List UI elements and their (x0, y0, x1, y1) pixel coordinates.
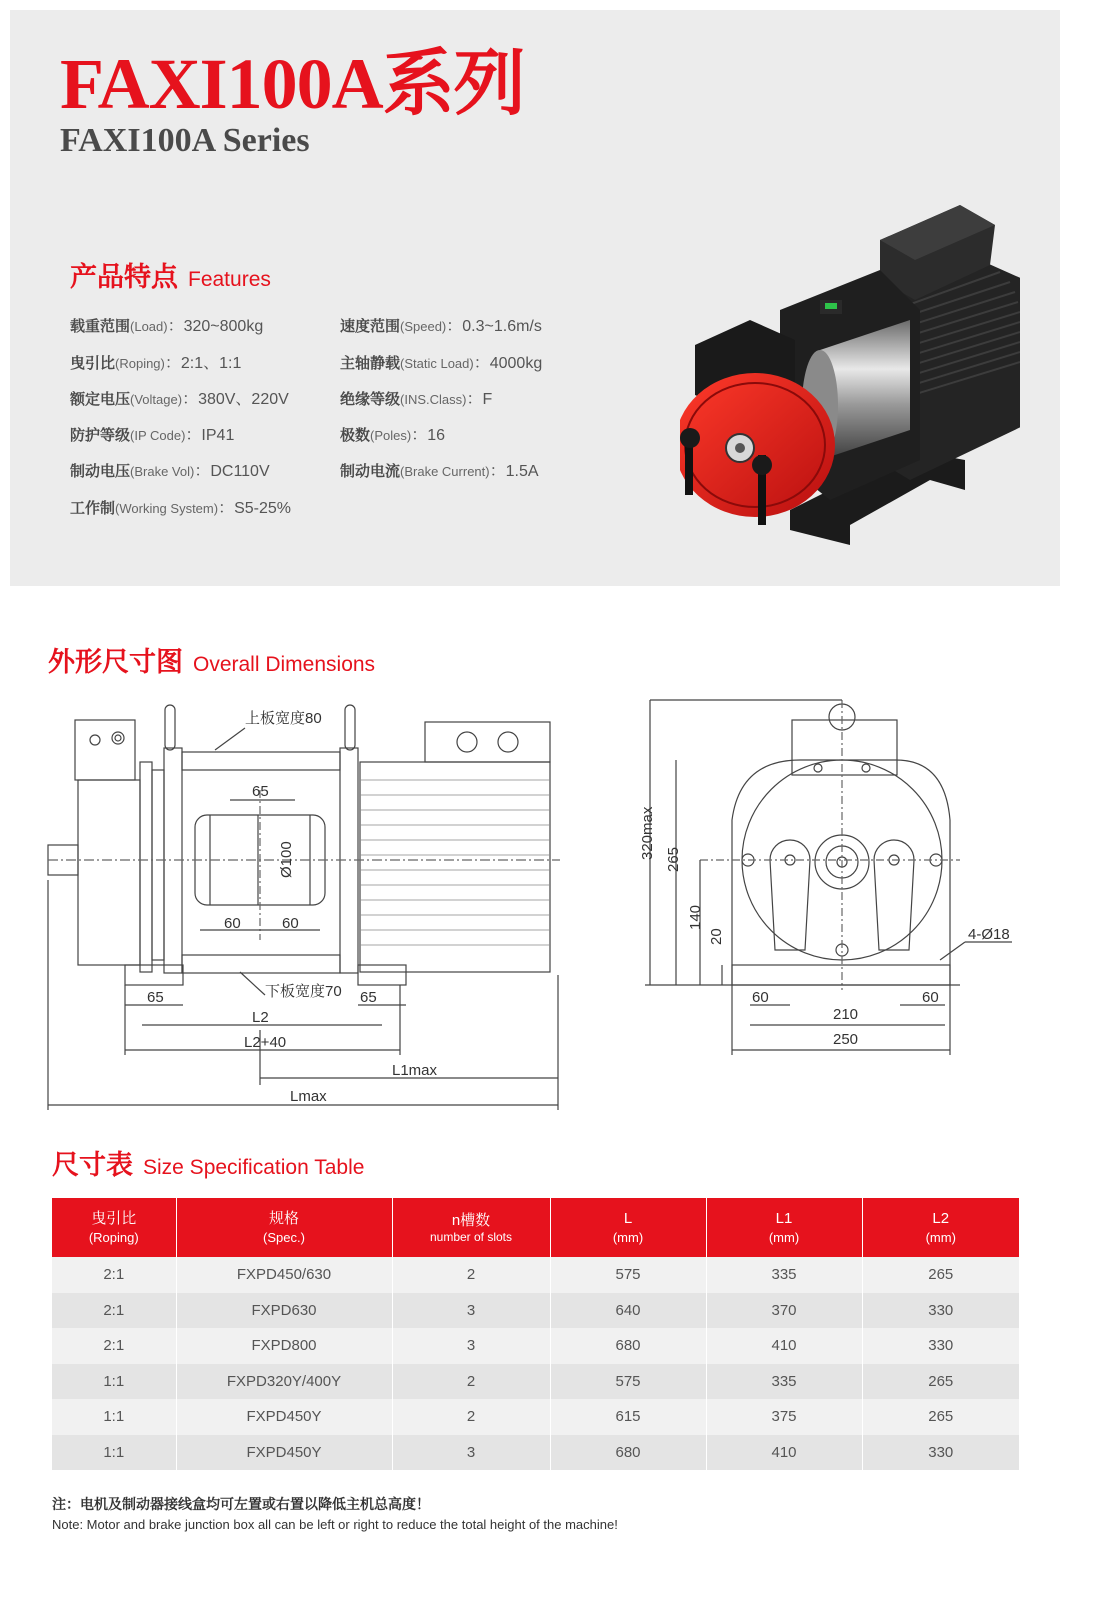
feature-static-load: 主轴静载(Static Load)：4000kg (340, 354, 543, 372)
table-row (52, 1399, 1019, 1435)
label-60-right: 60 (282, 915, 299, 932)
table-row (52, 1328, 1019, 1364)
label-L2-plus-40: L2+40 (244, 1034, 287, 1051)
cell-L: 680 (550, 1435, 706, 1471)
label-groove: 65 (252, 783, 269, 800)
label-w60-right: 60 (922, 989, 939, 1006)
label-top-plate: 上板宽度80 (245, 710, 322, 727)
cell-L2: 265 (862, 1257, 1019, 1293)
label-65-left: 65 (147, 989, 164, 1006)
cell-L2: 330 (862, 1328, 1019, 1364)
cell-L2: 330 (862, 1435, 1019, 1471)
dimensions-heading-cn: 外形尺寸图 (48, 647, 183, 678)
cell-L1: 410 (706, 1328, 862, 1364)
cell-L: 680 (550, 1328, 706, 1364)
label-Lmax: Lmax (290, 1088, 327, 1105)
label-320max: 320max (639, 806, 656, 860)
cell-spec: FXPD800 (176, 1328, 392, 1364)
side-view (48, 705, 560, 1110)
cell-spec: FXPD450Y (176, 1399, 392, 1435)
note-cn: 注：电机及制动器接线盒均可左置或右置以降低主机总高度！ (52, 1497, 430, 1513)
cell-slots: 3 (392, 1328, 550, 1364)
label-60-left: 60 (224, 915, 241, 932)
cell-L1: 375 (706, 1399, 862, 1435)
cell-slots: 3 (392, 1435, 550, 1471)
cell-L: 575 (550, 1257, 706, 1293)
feature-poles: 极数(Poles)：16 (340, 426, 446, 444)
note-en: Note: Motor and brake junction box all can be left or right to reduce the total height of the machine! (52, 1517, 618, 1532)
cell-L1: 335 (706, 1364, 862, 1400)
cell-roping: 1:1 (52, 1435, 176, 1471)
dimensions-heading-en: Overall Dimensions (193, 653, 376, 676)
cell-L1: 370 (706, 1293, 862, 1329)
front-view (645, 700, 1012, 1055)
label-holes: 4-Ø18 (968, 926, 1010, 943)
label-250: 250 (833, 1031, 859, 1048)
cell-slots: 2 (392, 1399, 550, 1435)
feature-brake-current: 制动电流(Brake Current)：1.5A (340, 462, 539, 480)
dimension-drawing (38, 690, 1038, 1120)
cell-L1: 410 (706, 1435, 862, 1471)
label-20: 20 (708, 928, 725, 945)
label-210: 210 (833, 1006, 859, 1023)
features-heading (70, 264, 271, 291)
label-265: 265 (665, 846, 682, 872)
cell-spec: FXPD320Y/400Y (176, 1364, 392, 1400)
label-65-right: 65 (360, 989, 377, 1006)
header-roping: 曳引比 (Roping) (52, 1198, 176, 1257)
series-title-en: FAXI100A Series (60, 122, 310, 159)
label-bottom-plate: 下板宽度70 (265, 983, 342, 1000)
features-heading-en: Features (188, 268, 271, 291)
cell-L: 575 (550, 1364, 706, 1400)
features-heading-cn: 产品特点 (70, 262, 178, 293)
cell-spec: FXPD630 (176, 1293, 392, 1329)
cell-L2: 265 (862, 1364, 1019, 1400)
cell-L2: 330 (862, 1293, 1019, 1329)
label-L2: L2 (252, 1009, 269, 1026)
series-title-cn: FAXI100A系列 (60, 44, 525, 124)
feature-ins-class: 绝缘等级(INS.Class)：F (340, 390, 493, 408)
cell-spec: FXPD450/630 (176, 1257, 392, 1293)
cell-slots: 3 (392, 1293, 550, 1329)
cell-roping: 2:1 (52, 1293, 176, 1329)
feature-ip-code: 防护等级(IP Code)：IP41 (70, 426, 235, 444)
label-w60-left: 60 (752, 989, 769, 1006)
label-diameter: Ø100 (278, 841, 295, 878)
table-row (52, 1364, 1019, 1400)
feature-working-system: 工作制(Working System)：S5-25% (70, 499, 292, 517)
size-table-heading-cn: 尺寸表 (52, 1150, 133, 1181)
label-L1max: L1max (392, 1062, 438, 1079)
table-header-row (52, 1198, 1019, 1257)
feature-brake-vol: 制动电压(Brake Vol)：DC110V (70, 462, 270, 480)
label-140: 140 (687, 904, 704, 930)
cell-L1: 335 (706, 1257, 862, 1293)
traction-machine-image (680, 200, 1020, 560)
cell-roping: 1:1 (52, 1399, 176, 1435)
table-row (52, 1435, 1019, 1471)
feature-voltage: 额定电压(Voltage)：380V、220V (70, 390, 289, 408)
cell-roping: 2:1 (52, 1328, 176, 1364)
cell-roping: 2:1 (52, 1257, 176, 1293)
header-L1: L1 (mm) (706, 1198, 862, 1257)
header-slots: n槽数 number of slots (392, 1198, 550, 1257)
table-row (52, 1257, 1019, 1293)
cell-slots: 2 (392, 1364, 550, 1400)
cell-L2: 265 (862, 1399, 1019, 1435)
dimensions-heading (48, 649, 375, 676)
header-L2: L2 (mm) (862, 1198, 1019, 1257)
size-table-heading (52, 1152, 364, 1179)
header-spec: 规格 (Spec.) (176, 1198, 392, 1257)
feature-speed: 速度范围(Speed)：0.3~1.6m/s (340, 317, 542, 335)
cell-L: 615 (550, 1399, 706, 1435)
cell-roping: 1:1 (52, 1364, 176, 1400)
feature-roping: 曳引比(Roping)：2:1、1:1 (70, 354, 242, 372)
feature-load: 载重范围(Load)：320~800kg (70, 317, 264, 335)
table-row (52, 1293, 1019, 1329)
size-spec-table (52, 1198, 1019, 1470)
size-table-heading-en: Size Specification Table (143, 1156, 365, 1179)
cell-spec: FXPD450Y (176, 1435, 392, 1471)
cell-slots: 2 (392, 1257, 550, 1293)
header-L: L (mm) (550, 1198, 706, 1257)
cell-L: 640 (550, 1293, 706, 1329)
